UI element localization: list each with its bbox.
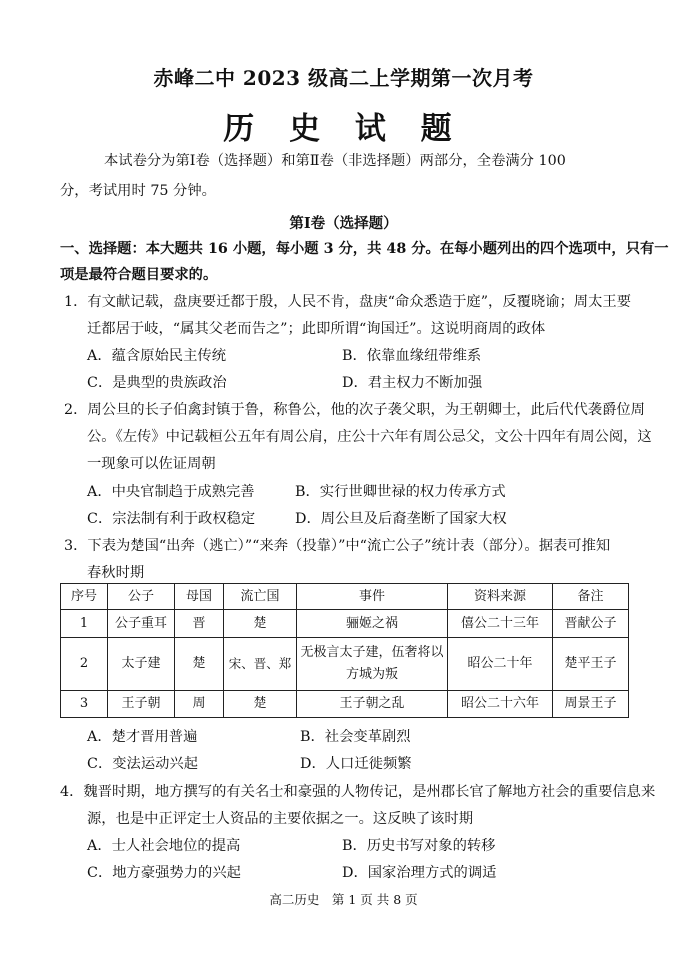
page-footer: 高二历史 第 1 页 共 8 页 (269, 892, 418, 907)
table-header-cell: 事件 (297, 584, 448, 610)
table-cell: 周 (175, 691, 224, 718)
school-exam-title: 赤峰二中 2023 级高二上学期第一次月考 (153, 66, 534, 90)
question-3-option-a[interactable]: A．楚才晋用普遍 (87, 729, 198, 745)
question-4-option-b[interactable]: B．历史书写对象的转移 (342, 838, 496, 854)
question-4-option-c[interactable]: C．地方豪强势力的兴起 (87, 865, 241, 881)
question-1-option-c[interactable]: C．是典型的贵族政治 (87, 375, 227, 391)
question-1-option-b[interactable]: B．依靠血缘纽带维系 (342, 348, 482, 364)
question-4-line-2: 源，也是中正评定士人资品的主要依据之一。这反映了该时期 (87, 811, 474, 827)
table-cell: 骊姬之祸 (297, 610, 448, 638)
table-row (61, 638, 629, 691)
table-row (61, 610, 629, 638)
table-cell: 2 (61, 638, 108, 691)
section-title: 第Ⅰ卷（选择题） (289, 215, 398, 232)
table-header-row (61, 584, 629, 610)
table-cell: 楚 (224, 610, 297, 638)
table-cell: 楚平王子 (553, 638, 629, 691)
table-cell: 无极言太子建，伍奢将以方城为叛 (297, 638, 448, 691)
question-2-line-2: 公。《左传》中记载桓公五年有周公肩，庄公十六年有周公忌父，文公十四年有周公阅，这 (87, 429, 652, 445)
question-4-option-d[interactable]: D．国家治理方式的调适 (342, 865, 497, 881)
question-2-option-b[interactable]: B．实行世卿世禄的权力传承方式 (295, 484, 506, 500)
question-4-option-a[interactable]: A．士人社会地位的提高 (87, 838, 241, 854)
question-2-option-a[interactable]: A．中央官制趋于成熟完善 (87, 484, 255, 500)
question-4-line-1: 4．魏晋时期，地方撰写的有关名士和豪强的人物传记，是州郡长官了解地方社会的重要信息来 (60, 784, 656, 800)
intro-line-1: 本试卷分为第Ⅰ卷（选择题）和第Ⅱ卷（非选择题）两部分，全卷满分 100 (104, 153, 566, 169)
intro-line-2: 分，考试用时 75 分钟。 (60, 183, 216, 199)
table-cell: 宋、晋、郑 (224, 638, 297, 691)
table-cell: 楚 (224, 691, 297, 718)
section-instruction-line-2: 项是最符合题目要求的。 (60, 267, 218, 283)
question-3-line-2: 春秋时期 (87, 565, 145, 581)
table-cell: 周景王子 (553, 691, 629, 718)
table-cell: 王子朝之乱 (297, 691, 448, 718)
table-header-cell: 公子 (108, 584, 175, 610)
table-cell: 3 (61, 691, 108, 718)
question-3-option-d[interactable]: D．人口迁徙频繁 (300, 756, 412, 772)
question-3-line-1: 3．下表为楚国“出奔（逃亡）”“来奔（投靠）”中“流亡公子”统计表（部分）。据表可推知 (64, 538, 611, 554)
table-cell: 楚 (175, 638, 224, 691)
table-header-cell: 母国 (175, 584, 224, 610)
question-3-option-c[interactable]: C．变法运动兴起 (87, 756, 199, 772)
table-header-cell: 备注 (553, 584, 629, 610)
question-1-option-a[interactable]: A．蕴含原始民主传统 (87, 348, 226, 364)
question-1-line-2: 迁都居于岐，“属其父老而告之”；此即所谓“询国迁”。这说明商周的政体 (87, 321, 546, 337)
table-cell: 公子重耳 (108, 610, 175, 638)
question-2-option-c[interactable]: C．宗法制有利于政权稳定 (87, 511, 256, 527)
table-cell: 晋 (175, 610, 224, 638)
table-cell: 僖公二十三年 (448, 610, 553, 638)
table-cell: 晋献公子 (553, 610, 629, 638)
section-instruction-line-1: 一、选择题：本大题共 16 小题，每小题 3 分，共 48 分。在每小题列出的四个选项中，只有一 (60, 241, 669, 257)
table-header-cell: 资料来源 (448, 584, 553, 610)
table-cell: 王子朝 (108, 691, 175, 718)
table-cell: 昭公二十六年 (448, 691, 553, 718)
question-1-option-d[interactable]: D．君主权力不断加强 (342, 375, 483, 391)
question-2-line-3: 一现象可以佐证周朝 (87, 456, 216, 472)
exile-princes-table (60, 583, 629, 718)
question-2-option-d[interactable]: D．周公旦及后裔垄断了国家大权 (295, 511, 507, 527)
question-3-option-b[interactable]: B．社会变革剧烈 (300, 729, 411, 745)
table-row (61, 691, 629, 718)
table-cell: 1 (61, 610, 108, 638)
question-2-line-1: 2．周公旦的长子伯禽封镇于鲁，称鲁公，他的次子袭父职，为王朝卿士，此后代代袭爵位周 (64, 402, 645, 418)
table-header-cell: 序号 (61, 584, 108, 610)
table-cell: 太子建 (108, 638, 175, 691)
table-cell: 昭公二十年 (448, 638, 553, 691)
subject-title: 历 史 试 题 (223, 111, 464, 147)
table-header-cell: 流亡国 (224, 584, 297, 610)
question-1-line-1: 1．有文献记载，盘庚要迁都于殷，人民不肯，盘庚“命众悉造于庭”，反覆晓谕；周太王要 (64, 294, 631, 310)
